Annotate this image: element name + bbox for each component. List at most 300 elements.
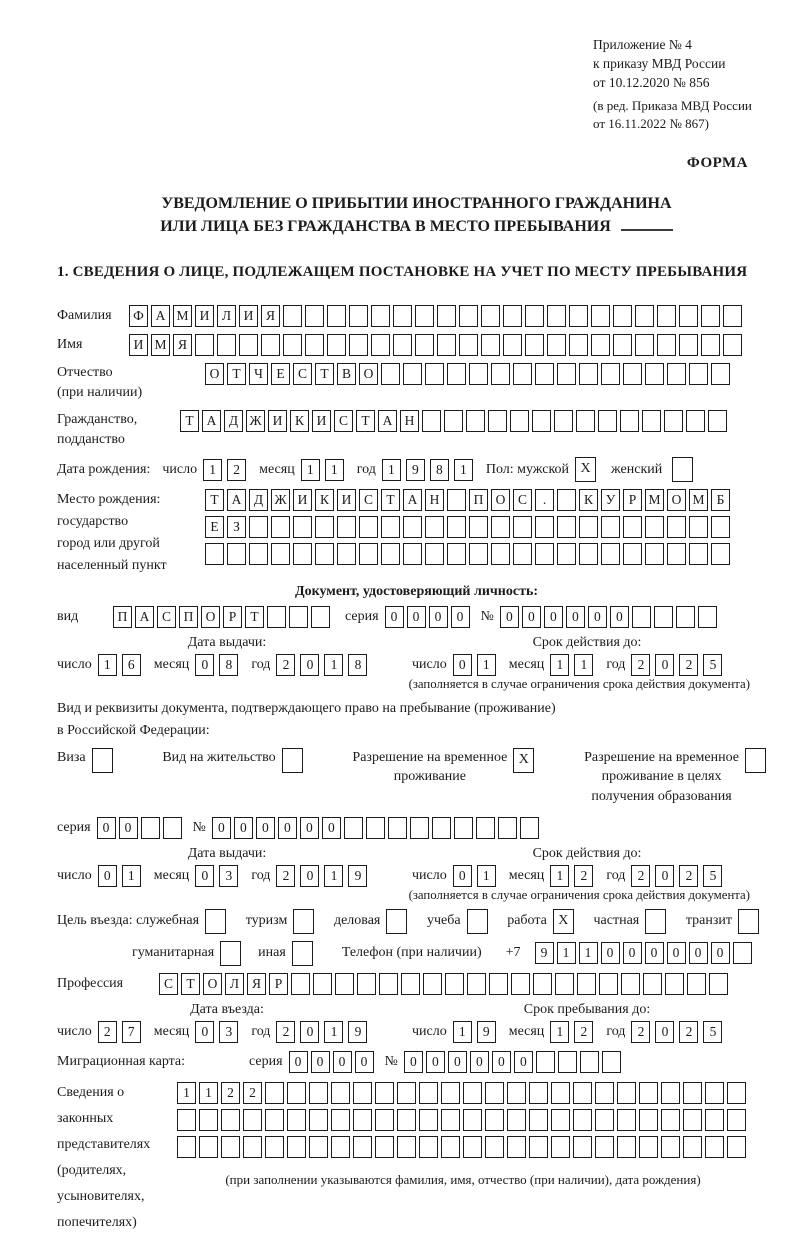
char-cell[interactable]	[491, 543, 510, 565]
char-cell[interactable]: Ж	[271, 489, 290, 511]
char-cell[interactable]	[305, 305, 324, 327]
char-cell[interactable]: А	[202, 410, 221, 432]
char-cell[interactable]	[327, 334, 346, 356]
char-cell[interactable]	[591, 334, 610, 356]
char-cell[interactable]: С	[334, 410, 353, 432]
char-cell[interactable]: Я	[261, 305, 280, 327]
char-cell[interactable]	[309, 1136, 328, 1158]
char-cell[interactable]: 0	[195, 865, 214, 887]
char-cell[interactable]	[667, 516, 686, 538]
char-cell[interactable]: К	[579, 489, 598, 511]
char-cell[interactable]	[249, 516, 268, 538]
char-cell[interactable]: Ф	[129, 305, 148, 327]
char-cell[interactable]	[177, 1109, 196, 1131]
char-cell[interactable]	[547, 305, 566, 327]
char-cell[interactable]: К	[315, 489, 334, 511]
char-cell[interactable]	[315, 516, 334, 538]
char-cell[interactable]	[415, 305, 434, 327]
char-cell[interactable]	[381, 516, 400, 538]
char-cell[interactable]: З	[227, 516, 246, 538]
char-cell[interactable]	[375, 1082, 394, 1104]
char-cell[interactable]	[163, 817, 182, 839]
char-cell[interactable]	[535, 543, 554, 565]
char-cell[interactable]: 0	[300, 817, 319, 839]
purpose-other-checkbox[interactable]	[292, 941, 313, 966]
char-cell[interactable]	[601, 363, 620, 385]
char-cell[interactable]	[419, 1109, 438, 1131]
char-cell[interactable]: 1	[579, 942, 598, 964]
char-cell[interactable]	[533, 973, 552, 995]
char-cell[interactable]: 0	[448, 1051, 467, 1073]
char-cell[interactable]: 0	[453, 654, 472, 676]
char-cell[interactable]	[635, 334, 654, 356]
char-cell[interactable]	[410, 817, 429, 839]
char-cell[interactable]	[503, 334, 522, 356]
char-cell[interactable]: У	[601, 489, 620, 511]
char-cell[interactable]: Т	[180, 410, 199, 432]
purpose-work-checkbox[interactable]: X	[553, 909, 574, 934]
char-cell[interactable]: А	[403, 489, 422, 511]
char-cell[interactable]	[441, 1136, 460, 1158]
char-cell[interactable]	[551, 1082, 570, 1104]
char-cell[interactable]: 9	[477, 1021, 496, 1043]
char-cell[interactable]	[353, 1109, 372, 1131]
char-cell[interactable]	[331, 1109, 350, 1131]
char-cell[interactable]	[580, 1051, 599, 1073]
char-cell[interactable]: 1	[325, 459, 344, 481]
char-cell[interactable]	[679, 334, 698, 356]
char-cell[interactable]	[381, 543, 400, 565]
char-cell[interactable]	[403, 543, 422, 565]
char-cell[interactable]: Т	[227, 363, 246, 385]
char-cell[interactable]	[337, 516, 356, 538]
purpose-tourism-checkbox[interactable]	[293, 909, 314, 934]
purpose-private-checkbox[interactable]	[645, 909, 666, 934]
char-cell[interactable]: Р	[623, 489, 642, 511]
char-cell[interactable]	[507, 1136, 526, 1158]
char-cell[interactable]: 1	[550, 1021, 569, 1043]
char-cell[interactable]: А	[151, 305, 170, 327]
char-cell[interactable]	[205, 543, 224, 565]
char-cell[interactable]: Т	[381, 489, 400, 511]
char-cell[interactable]: 0	[322, 817, 341, 839]
char-cell[interactable]: 0	[98, 865, 117, 887]
temp-edu-checkbox[interactable]	[745, 748, 766, 773]
char-cell[interactable]: Я	[247, 973, 266, 995]
char-cell[interactable]: 0	[711, 942, 730, 964]
char-cell[interactable]: М	[645, 489, 664, 511]
char-cell[interactable]: Е	[205, 516, 224, 538]
char-cell[interactable]	[485, 1136, 504, 1158]
char-cell[interactable]	[432, 817, 451, 839]
char-cell[interactable]	[447, 363, 466, 385]
char-cell[interactable]	[711, 543, 730, 565]
char-cell[interactable]: И	[293, 489, 312, 511]
char-cell[interactable]	[371, 334, 390, 356]
char-cell[interactable]	[657, 305, 676, 327]
char-cell[interactable]	[353, 1082, 372, 1104]
char-cell[interactable]: 8	[430, 459, 449, 481]
char-cell[interactable]	[683, 1136, 702, 1158]
char-cell[interactable]: 2	[679, 865, 698, 887]
char-cell[interactable]	[344, 817, 363, 839]
char-cell[interactable]: О	[201, 606, 220, 628]
char-cell[interactable]	[283, 305, 302, 327]
char-cell[interactable]	[683, 1109, 702, 1131]
char-cell[interactable]	[555, 973, 574, 995]
char-cell[interactable]: 0	[429, 606, 448, 628]
char-cell[interactable]	[623, 543, 642, 565]
char-cell[interactable]	[705, 1082, 724, 1104]
char-cell[interactable]	[221, 1136, 240, 1158]
char-cell[interactable]: 1	[324, 865, 343, 887]
char-cell[interactable]	[375, 1136, 394, 1158]
char-cell[interactable]: С	[159, 973, 178, 995]
char-cell[interactable]: 2	[631, 865, 650, 887]
char-cell[interactable]: 1	[324, 1021, 343, 1043]
char-cell[interactable]: 3	[219, 1021, 238, 1043]
char-cell[interactable]: Т	[245, 606, 264, 628]
char-cell[interactable]: 7	[122, 1021, 141, 1043]
char-cell[interactable]	[291, 973, 310, 995]
char-cell[interactable]	[491, 363, 510, 385]
char-cell[interactable]: О	[205, 363, 224, 385]
char-cell[interactable]: С	[157, 606, 176, 628]
char-cell[interactable]	[503, 305, 522, 327]
char-cell[interactable]: 0	[234, 817, 253, 839]
char-cell[interactable]	[463, 1109, 482, 1131]
char-cell[interactable]	[529, 1136, 548, 1158]
char-cell[interactable]: В	[337, 363, 356, 385]
char-cell[interactable]	[613, 305, 632, 327]
char-cell[interactable]	[569, 305, 588, 327]
char-cell[interactable]	[415, 334, 434, 356]
char-cell[interactable]	[557, 516, 576, 538]
char-cell[interactable]	[469, 516, 488, 538]
char-cell[interactable]	[689, 516, 708, 538]
char-cell[interactable]	[557, 363, 576, 385]
char-cell[interactable]: Н	[400, 410, 419, 432]
char-cell[interactable]: 9	[535, 942, 554, 964]
char-cell[interactable]: 1	[203, 459, 222, 481]
char-cell[interactable]	[287, 1082, 306, 1104]
char-cell[interactable]	[287, 1136, 306, 1158]
char-cell[interactable]	[536, 1051, 555, 1073]
char-cell[interactable]	[602, 1051, 621, 1073]
char-cell[interactable]	[525, 305, 544, 327]
char-cell[interactable]: И	[337, 489, 356, 511]
char-cell[interactable]	[639, 1109, 658, 1131]
char-cell[interactable]	[557, 543, 576, 565]
char-cell[interactable]	[283, 334, 302, 356]
char-cell[interactable]	[265, 1136, 284, 1158]
char-cell[interactable]: 0	[492, 1051, 511, 1073]
char-cell[interactable]: О	[359, 363, 378, 385]
char-cell[interactable]	[489, 973, 508, 995]
char-cell[interactable]	[491, 516, 510, 538]
char-cell[interactable]	[199, 1109, 218, 1131]
char-cell[interactable]	[267, 606, 286, 628]
char-cell[interactable]: 1	[301, 459, 320, 481]
char-cell[interactable]: 0	[610, 606, 629, 628]
char-cell[interactable]: 0	[289, 1051, 308, 1073]
char-cell[interactable]: 0	[655, 1021, 674, 1043]
char-cell[interactable]	[199, 1136, 218, 1158]
char-cell[interactable]	[665, 973, 684, 995]
char-cell[interactable]: 0	[655, 654, 674, 676]
char-cell[interactable]: Е	[271, 363, 290, 385]
char-cell[interactable]	[573, 1109, 592, 1131]
char-cell[interactable]: П	[179, 606, 198, 628]
char-cell[interactable]: С	[359, 489, 378, 511]
char-cell[interactable]	[388, 817, 407, 839]
char-cell[interactable]	[437, 305, 456, 327]
purpose-official-checkbox[interactable]	[205, 909, 226, 934]
char-cell[interactable]: 0	[300, 865, 319, 887]
char-cell[interactable]	[577, 973, 596, 995]
char-cell[interactable]	[558, 1051, 577, 1073]
char-cell[interactable]: 9	[406, 459, 425, 481]
char-cell[interactable]	[447, 489, 466, 511]
char-cell[interactable]: Р	[269, 973, 288, 995]
char-cell[interactable]: 0	[667, 942, 686, 964]
char-cell[interactable]	[664, 410, 683, 432]
char-cell[interactable]: 2	[243, 1082, 262, 1104]
char-cell[interactable]	[311, 606, 330, 628]
char-cell[interactable]	[425, 543, 444, 565]
char-cell[interactable]: 2	[679, 654, 698, 676]
char-cell[interactable]	[576, 410, 595, 432]
char-cell[interactable]	[595, 1082, 614, 1104]
char-cell[interactable]	[727, 1109, 746, 1131]
char-cell[interactable]	[643, 973, 662, 995]
char-cell[interactable]: 0	[256, 817, 275, 839]
char-cell[interactable]: 5	[703, 865, 722, 887]
char-cell[interactable]: Д	[224, 410, 243, 432]
char-cell[interactable]	[217, 334, 236, 356]
char-cell[interactable]: 1	[324, 654, 343, 676]
char-cell[interactable]	[507, 1109, 526, 1131]
char-cell[interactable]	[313, 973, 332, 995]
char-cell[interactable]	[422, 410, 441, 432]
char-cell[interactable]	[481, 305, 500, 327]
residence-permit-checkbox[interactable]	[282, 748, 303, 773]
char-cell[interactable]	[601, 516, 620, 538]
char-cell[interactable]	[689, 363, 708, 385]
char-cell[interactable]: П	[469, 489, 488, 511]
char-cell[interactable]	[447, 516, 466, 538]
char-cell[interactable]: Л	[217, 305, 236, 327]
char-cell[interactable]	[689, 543, 708, 565]
char-cell[interactable]	[265, 1082, 284, 1104]
char-cell[interactable]	[393, 334, 412, 356]
char-cell[interactable]: 2	[631, 654, 650, 676]
char-cell[interactable]	[573, 1136, 592, 1158]
char-cell[interactable]: М	[689, 489, 708, 511]
char-cell[interactable]: 1	[177, 1082, 196, 1104]
char-cell[interactable]: С	[513, 489, 532, 511]
char-cell[interactable]	[667, 543, 686, 565]
char-cell[interactable]: 0	[500, 606, 519, 628]
char-cell[interactable]: 0	[119, 817, 138, 839]
char-cell[interactable]: Ч	[249, 363, 268, 385]
char-cell[interactable]: 0	[300, 654, 319, 676]
char-cell[interactable]: 2	[631, 1021, 650, 1043]
char-cell[interactable]	[639, 1082, 658, 1104]
char-cell[interactable]	[397, 1109, 416, 1131]
char-cell[interactable]	[701, 305, 720, 327]
char-cell[interactable]	[529, 1082, 548, 1104]
char-cell[interactable]	[177, 1136, 196, 1158]
char-cell[interactable]	[733, 942, 752, 964]
char-cell[interactable]	[371, 305, 390, 327]
char-cell[interactable]	[645, 543, 664, 565]
char-cell[interactable]	[621, 973, 640, 995]
char-cell[interactable]: И	[195, 305, 214, 327]
char-cell[interactable]: М	[151, 334, 170, 356]
char-cell[interactable]	[261, 334, 280, 356]
char-cell[interactable]: И	[239, 305, 258, 327]
char-cell[interactable]	[305, 334, 324, 356]
char-cell[interactable]	[654, 606, 673, 628]
char-cell[interactable]	[595, 1136, 614, 1158]
char-cell[interactable]	[511, 973, 530, 995]
char-cell[interactable]: 0	[566, 606, 585, 628]
char-cell[interactable]: 1	[477, 865, 496, 887]
char-cell[interactable]	[476, 817, 495, 839]
char-cell[interactable]	[613, 334, 632, 356]
char-cell[interactable]: 0	[601, 942, 620, 964]
char-cell[interactable]	[141, 817, 160, 839]
char-cell[interactable]	[357, 973, 376, 995]
char-cell[interactable]	[498, 817, 517, 839]
char-cell[interactable]	[513, 363, 532, 385]
char-cell[interactable]	[632, 606, 651, 628]
char-cell[interactable]	[554, 410, 573, 432]
char-cell[interactable]: Р	[223, 606, 242, 628]
char-cell[interactable]: О	[667, 489, 686, 511]
char-cell[interactable]: 2	[276, 1021, 295, 1043]
char-cell[interactable]	[359, 516, 378, 538]
char-cell[interactable]: 6	[122, 654, 141, 676]
char-cell[interactable]	[532, 410, 551, 432]
char-cell[interactable]	[459, 305, 478, 327]
char-cell[interactable]	[551, 1136, 570, 1158]
char-cell[interactable]: 0	[300, 1021, 319, 1043]
char-cell[interactable]	[447, 543, 466, 565]
char-cell[interactable]	[397, 1136, 416, 1158]
char-cell[interactable]: 9	[348, 1021, 367, 1043]
char-cell[interactable]	[535, 516, 554, 538]
char-cell[interactable]: 0	[453, 865, 472, 887]
char-cell[interactable]: 2	[574, 865, 593, 887]
char-cell[interactable]: Т	[315, 363, 334, 385]
char-cell[interactable]	[393, 305, 412, 327]
char-cell[interactable]	[645, 516, 664, 538]
char-cell[interactable]	[709, 973, 728, 995]
char-cell[interactable]	[444, 410, 463, 432]
purpose-transit-checkbox[interactable]	[738, 909, 759, 934]
char-cell[interactable]: 2	[227, 459, 246, 481]
char-cell[interactable]: 1	[454, 459, 473, 481]
char-cell[interactable]	[557, 489, 576, 511]
char-cell[interactable]	[711, 363, 730, 385]
char-cell[interactable]: С	[293, 363, 312, 385]
char-cell[interactable]	[463, 1136, 482, 1158]
char-cell[interactable]: 0	[385, 606, 404, 628]
char-cell[interactable]	[403, 516, 422, 538]
char-cell[interactable]	[661, 1109, 680, 1131]
char-cell[interactable]: 2	[679, 1021, 698, 1043]
char-cell[interactable]	[293, 543, 312, 565]
char-cell[interactable]	[293, 516, 312, 538]
char-cell[interactable]: .	[535, 489, 554, 511]
purpose-study-checkbox[interactable]	[467, 909, 488, 934]
char-cell[interactable]	[617, 1136, 636, 1158]
char-cell[interactable]	[401, 973, 420, 995]
char-cell[interactable]: 5	[703, 1021, 722, 1043]
char-cell[interactable]	[705, 1136, 724, 1158]
char-cell[interactable]: А	[135, 606, 154, 628]
char-cell[interactable]	[510, 410, 529, 432]
char-cell[interactable]	[723, 334, 742, 356]
char-cell[interactable]	[331, 1082, 350, 1104]
char-cell[interactable]	[708, 410, 727, 432]
char-cell[interactable]: 0	[278, 817, 297, 839]
purpose-humanitarian-checkbox[interactable]	[220, 941, 241, 966]
char-cell[interactable]: 0	[333, 1051, 352, 1073]
char-cell[interactable]: 0	[470, 1051, 489, 1073]
char-cell[interactable]	[645, 363, 664, 385]
char-cell[interactable]	[705, 1109, 724, 1131]
visa-checkbox[interactable]	[92, 748, 113, 773]
char-cell[interactable]	[467, 973, 486, 995]
char-cell[interactable]: И	[129, 334, 148, 356]
char-cell[interactable]: 3	[219, 865, 238, 887]
char-cell[interactable]	[686, 410, 705, 432]
char-cell[interactable]: 0	[212, 817, 231, 839]
char-cell[interactable]: О	[203, 973, 222, 995]
char-cell[interactable]	[441, 1109, 460, 1131]
char-cell[interactable]: Т	[356, 410, 375, 432]
char-cell[interactable]	[227, 543, 246, 565]
char-cell[interactable]	[661, 1082, 680, 1104]
char-cell[interactable]: 1	[98, 654, 117, 676]
char-cell[interactable]	[488, 410, 507, 432]
char-cell[interactable]	[579, 363, 598, 385]
char-cell[interactable]: И	[312, 410, 331, 432]
char-cell[interactable]: 0	[623, 942, 642, 964]
char-cell[interactable]	[601, 543, 620, 565]
char-cell[interactable]	[723, 305, 742, 327]
char-cell[interactable]	[315, 543, 334, 565]
char-cell[interactable]	[727, 1082, 746, 1104]
char-cell[interactable]	[331, 1136, 350, 1158]
char-cell[interactable]	[366, 817, 385, 839]
char-cell[interactable]	[623, 363, 642, 385]
char-cell[interactable]	[485, 1109, 504, 1131]
char-cell[interactable]	[535, 363, 554, 385]
char-cell[interactable]	[579, 543, 598, 565]
char-cell[interactable]	[701, 334, 720, 356]
char-cell[interactable]	[683, 1082, 702, 1104]
char-cell[interactable]: Т	[205, 489, 224, 511]
char-cell[interactable]: 1	[453, 1021, 472, 1043]
char-cell[interactable]: А	[378, 410, 397, 432]
char-cell[interactable]: 5	[703, 654, 722, 676]
char-cell[interactable]	[309, 1082, 328, 1104]
char-cell[interactable]	[727, 1136, 746, 1158]
